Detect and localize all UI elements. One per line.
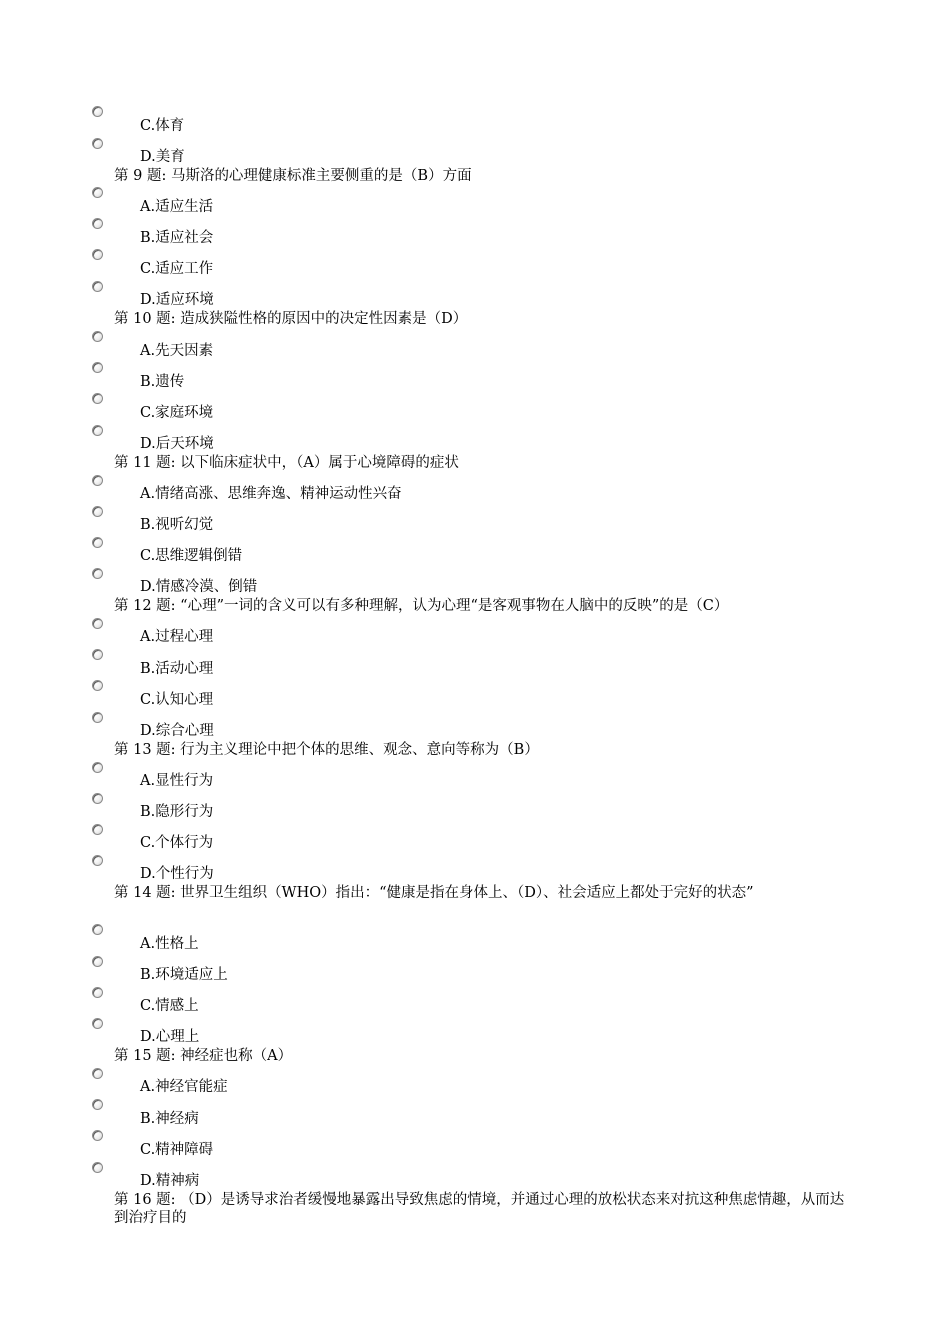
question-15-title: 第 15 题: 神经症也称（A） xyxy=(114,1048,293,1064)
option-q9-a: A.适应生活 xyxy=(140,199,214,215)
question-10-title: 第 10 题: 造成狭隘性格的原因中的决定性因素是（D） xyxy=(114,311,468,327)
radio-q14-a[interactable] xyxy=(92,924,103,935)
option-q10-c: C.家庭环境 xyxy=(140,405,214,421)
radio-q9-a[interactable] xyxy=(92,187,103,198)
question-9-title: 第 9 题: 马斯洛的心理健康标准主要侧重的是（B）方面 xyxy=(114,168,472,184)
option-q14-d: D.心理上 xyxy=(140,1029,200,1045)
option-q11-d: D.情感冷漠、倒错 xyxy=(140,579,258,595)
option-q11-b: B.视听幻觉 xyxy=(140,517,214,533)
radio-q13-a[interactable] xyxy=(92,762,103,773)
option-q13-c: C.个体行为 xyxy=(140,835,214,851)
radio-q11-b[interactable] xyxy=(92,506,103,517)
option-q12-b: B.活动心理 xyxy=(140,661,214,677)
radio-q12-a[interactable] xyxy=(92,618,103,629)
option-q8-d: D.美育 xyxy=(140,149,185,165)
radio-q8-c[interactable] xyxy=(92,106,103,117)
option-q12-d: D.综合心理 xyxy=(140,723,214,739)
question-16-title: 第 16 题: （D）是诱导求治者缓慢地暴露出导致焦虑的情境，并通过心理的放松状态来对抗这种焦虑情趣，从而达到治疗目的 xyxy=(114,1192,845,1226)
option-q9-d: D.适应环境 xyxy=(140,292,214,308)
option-q11-c: C.思维逻辑倒错 xyxy=(140,548,243,564)
option-q9-b: B.适应社会 xyxy=(140,230,214,246)
question-11-title: 第 11 题: 以下临床症状中，（A）属于心境障碍的症状 xyxy=(114,455,459,471)
option-q15-c: C.精神障碍 xyxy=(140,1142,214,1158)
radio-q9-c[interactable] xyxy=(92,249,103,260)
radio-q10-b[interactable] xyxy=(92,362,103,373)
radio-q11-d[interactable] xyxy=(92,568,103,579)
radio-q11-c[interactable] xyxy=(92,537,103,548)
radio-q9-d[interactable] xyxy=(92,281,103,292)
question-12-title: 第 12 题: “心理”一词的含义可以有多种理解，认为心理“是客观事物在人脑中的反映”的是（C） xyxy=(114,598,729,614)
radio-q12-d[interactable] xyxy=(92,712,103,723)
radio-q12-c[interactable] xyxy=(92,680,103,691)
radio-q15-b[interactable] xyxy=(92,1099,103,1110)
radio-q13-c[interactable] xyxy=(92,824,103,835)
option-q10-b: B.遗传 xyxy=(140,374,185,390)
option-q14-a: A.性格上 xyxy=(140,936,199,952)
radio-q15-c[interactable] xyxy=(92,1130,103,1141)
option-q15-b: B.神经病 xyxy=(140,1111,199,1127)
option-q15-a: A.神经官能症 xyxy=(140,1079,228,1095)
radio-q13-d[interactable] xyxy=(92,855,103,866)
radio-q12-b[interactable] xyxy=(92,649,103,660)
option-q14-c: C.情感上 xyxy=(140,998,199,1014)
question-13-title: 第 13 题: 行为主义理论中把个体的思维、观念、意向等称为（B） xyxy=(114,742,539,758)
radio-q14-d[interactable] xyxy=(92,1018,103,1029)
radio-q10-c[interactable] xyxy=(92,393,103,404)
question-14-title: 第 14 题: 世界卫生组织（WHO）指出：“健康是指在身体上、（D）、社会适应上都处于完好的状态” xyxy=(114,885,754,901)
radio-q8-d[interactable] xyxy=(92,138,103,149)
radio-q10-d[interactable] xyxy=(92,425,103,436)
radio-q14-c[interactable] xyxy=(92,987,103,998)
option-q13-d: D.个性行为 xyxy=(140,866,214,882)
option-q13-a: A.显性行为 xyxy=(140,773,214,789)
radio-q14-b[interactable] xyxy=(92,956,103,967)
option-q10-d: D.后天环境 xyxy=(140,436,214,452)
option-q12-a: A.过程心理 xyxy=(140,629,214,645)
radio-q10-a[interactable] xyxy=(92,331,103,342)
option-q8-c: C.体育 xyxy=(140,118,185,134)
option-q11-a: A.情绪高涨、思维奔逸、精神运动性兴奋 xyxy=(140,486,402,502)
radio-q13-b[interactable] xyxy=(92,793,103,804)
radio-q9-b[interactable] xyxy=(92,218,103,229)
option-q13-b: B.隐形行为 xyxy=(140,804,214,820)
option-q10-a: A.先天因素 xyxy=(140,343,214,359)
option-q12-c: C.认知心理 xyxy=(140,692,214,708)
option-q9-c: C.适应工作 xyxy=(140,261,214,277)
radio-q11-a[interactable] xyxy=(92,475,103,486)
option-q14-b: B.环境适应上 xyxy=(140,967,228,983)
radio-q15-d[interactable] xyxy=(92,1162,103,1173)
radio-q15-a[interactable] xyxy=(92,1068,103,1079)
option-q15-d: D.精神病 xyxy=(140,1173,200,1189)
